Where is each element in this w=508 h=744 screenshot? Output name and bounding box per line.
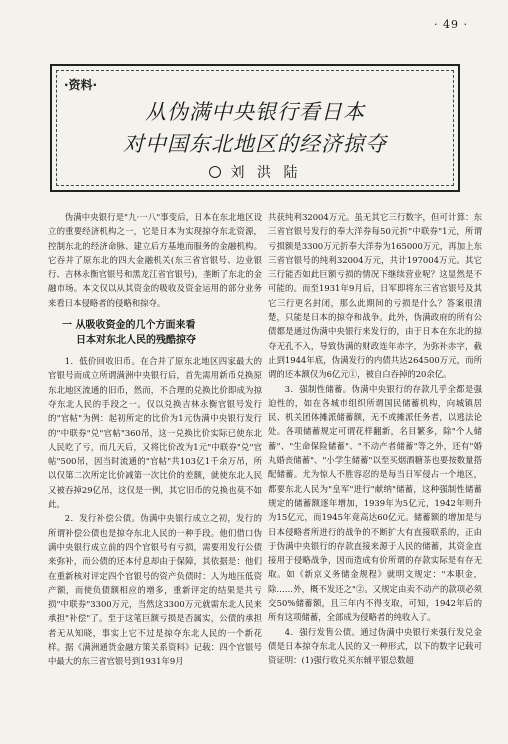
left-column — [48, 210, 262, 669]
section-heading — [48, 318, 262, 348]
intro-paragraph: 伪满中央银行是"九·一八"事变后，日本在东北地区设立的重要经济机构之一，它是日本为实现掠夺东北资源，控制东北的经济命脉、建立后方基地而服务的金融机构。它吞并了原东北的四大金融机关(东三省官银号、边业银行、吉林永衡官银号和黑龙江省官银号)，垄断了东北的金融市场。本文仅以从其资金的吸收及资金运用的部分业务来看日本侵略者的侵略和掠夺。 — [48, 212, 262, 308]
page-number: · 49 · — [434, 18, 468, 31]
article-title-line2: 对中国东北地区的经济掠夺 — [123, 132, 387, 156]
author-line — [52, 162, 458, 182]
right-column — [268, 210, 482, 668]
section-heading-line2: 日本对东北人民的残酷掠夺 — [76, 335, 196, 347]
body-paragraph: 1．低价回收旧币。在合并了原东北地区四家最大的官银号而成立所谓满洲中央银行后，首先需用新币兑换原东北地区流通的旧币，然而，不合理的兑换比价即成为掠夺东北人民的手段之一。仅以兑换吉林永衡官银号发行的"官帖"为例：起初所定的比价为1元伪满中央银行发行的"中联券"兑"官帖"360吊，这一兑换比价实际已使东北人民吃了亏，而几天后，又将比价改为1元"中联券"兑"官帖"500吊，因当时流通的"官帖"共103亿1千余万吊，所以仅第二次所定比价减第一次比价的差额，就使东北人民又被吞掉29亿吊，这仅是一例，其它旧币的兑换也莫不如此。 — [48, 356, 262, 510]
body-paragraph: 2．发行补偿公债。伪满中央银行成立之初，发行的所谓补偿公债也是掠夺东北人民的一种手段。他们借口伪满中央银行成立前的四个官银号有亏损，需要用发行公债来弥补，而公债的还本付息却由于保障，其依据是：他们在重新核对评定四个官银号的资产负债时：人为地压低资产额，而使负债额相应的增多，重新评定的结果是共亏损"中联券"3300万元，当然这3300万元就需东北人民来承担"补偿"了。至于这笔巨额亏损是否属实，公债的承担者无从知晓，事实上它不过是掠夺东北人民的一个新花样。据《满洲通货金融方策关系资料》记载：四个官银号中最大的东三省官银号到1931年9月 — [48, 513, 262, 667]
body-paragraph: 共获纯利32004万元。虽无其它三行数字，但可计算：东三省官银号发行的奉大洋券每50元折"中联券"1元，所谓亏损额是3300万元折奉大洋券为165000万元，再加上东三省官银号的纯利32004万元，共计197004万元。其它三行能否如此巨额亏损的情况下继续营业呢？这显然是不可能的。而至1931年9月后，日军即将东三省官银号及其它三行更名封闭，那么此期间的亏损是什么？答案很清楚，只能是日本的掠夺和战争。此外，伪满政府的所有公债都是通过伪满中央银行来发行的，由于日本在东北的掠夺无孔不入，导致伪满的财政连年赤字，为弥补赤字，截止到1944年底，伪满发行的内债共达264500万元，而所谓的还本额仅为6亿元①，被自白吞掉的20余亿。 — [268, 212, 482, 380]
section-heading-line1: 一 从吸收资金的几个方面来看 — [62, 320, 196, 332]
title-box — [50, 64, 460, 192]
author-name: 刘 洪 陆 — [230, 165, 302, 181]
circle-mark-icon — [209, 166, 221, 178]
body-paragraph: 4．强行发售公债。通过伪满中央银行来强行发兑金债是日本掠夺东北人民的又一种形式，以下的数字记载可资证明：(1)强行收兑买东辅平银总数超 — [268, 626, 482, 666]
body-paragraph: 3．强制性储蓄。伪满中央银行的存款几乎全都是强迫性的，如在各城市组织所谓国民储蓄机构，向城镇居民、机关团体摊派储蓄额，无不或摊派任务者，以逃法论处。各项储蓄规定可谓花样翻新，名目繁多，除"个人储蓄"、"生命保险储蓄"、"不动产者储蓄"等之外，还有"婚丸婚丧储蓄"、"小学生储蓄"以至买烟酒糖茶也要按数量搭配储蓄。尤为惊人不胜容忍的是每当日军侵占一个地区，都要东北人民为"皇军"进行"献纳"储蓄，这种强制性储蓄规定的储蓄额逐年增加，1939年为5亿元，1942年则升为15亿元，而1945年竟高达60亿元。储蓄额的增加是与日本侵略者所进行的战争的不断扩大有直接联系的，正由于伪满中央银行的存款直接来源于人民的储蓄，其资金直接用于侵略战争，因而造成有价所谓的存款实际是有存无取。如《新京义务储金规程》就明文规定："本职金，除……外，概不发还之"②。又规定由卖不动产的款项必须交50%储蓄额，且三年内不得支取，可知，1942年后的所有这项储蓄，全部成为侵略者的纯收入了。 — [268, 383, 482, 623]
section-tag: ·资料· — [64, 78, 98, 92]
article-title-line1: 从伪满中央银行看日本 — [145, 100, 365, 124]
